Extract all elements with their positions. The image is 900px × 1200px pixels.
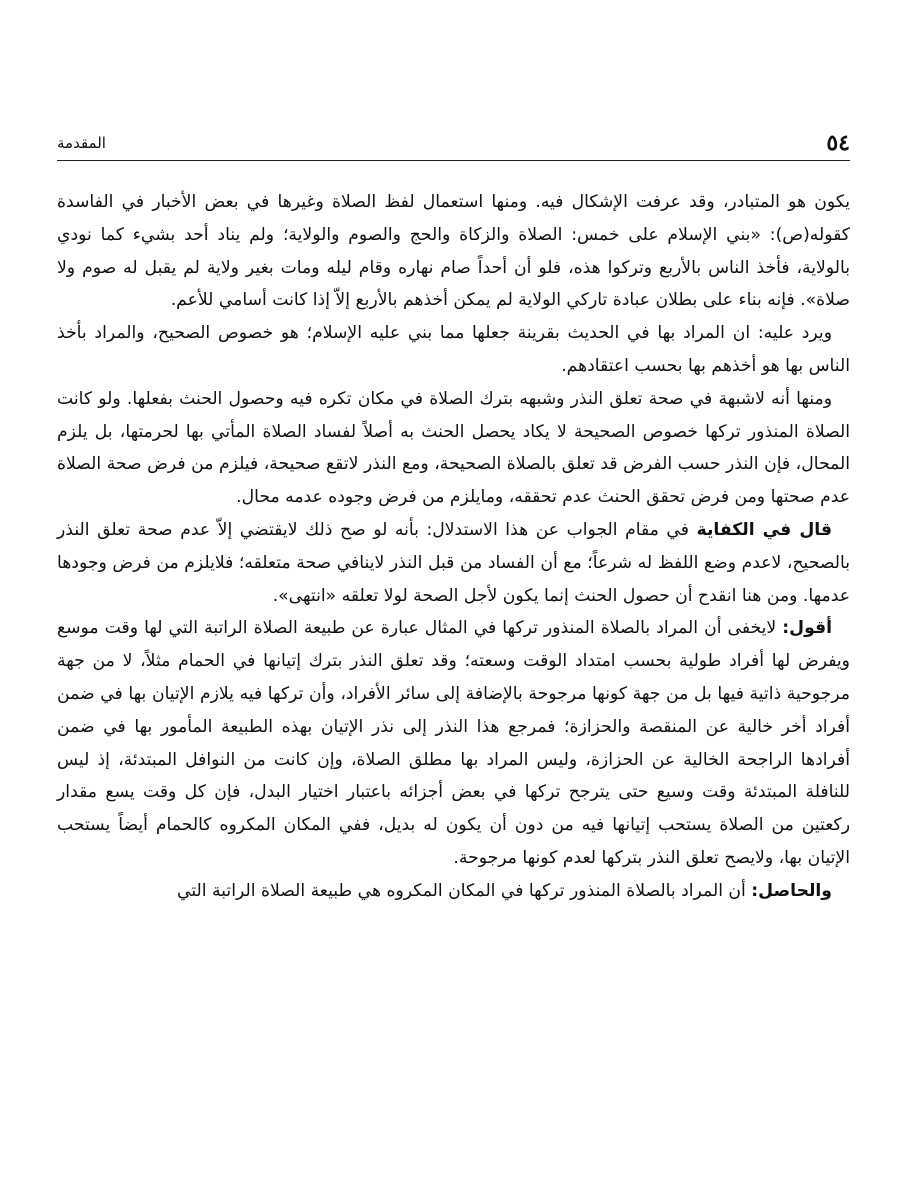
paragraph-text: في مقام الجواب عن هذا الاستدلال: بأنه لو صح ذلك لايقتضي إلاّ عدم صحة تعلق النذر بالصحيح، لاعدم وضع اللفظ له شرعاً؛ مع أن الفساد من قبل النذر لاينافي صحة متعلقه؛ فلايلزم من فرض وجودها عدمها. ومن هنا انقدح أن حصول الحنث إنما يكون لأجل الصحة لولا تعلقه «انتهى». [57, 519, 850, 606]
page-header [57, 128, 850, 158]
page-number: ٥٤ [826, 130, 850, 156]
paragraph [57, 612, 850, 874]
paragraph: ويرد عليه: ان المراد بها في الحديث بقرينة جعلها مما بني عليه الإسلام؛ هو خصوص الصحيح، والمراد بأخذ الناس بها هو أخذهم بها بحسب اعتقادهم. [57, 323, 850, 376]
page-body [57, 186, 850, 908]
paragraph: يكون هو المتبادر، وقد عرفت الإشكال فيه. ومنها استعمال لفظ الصلاة وغيرها في بعض الأخبار في الفاسدة كقوله(ص): «بني الإسلام على خمس: الصلاة والزكاة والحج والصوم والولاية؛ ولم يناد أحد بشيء كما نودي بالولاية، فأخذ الناس بالأربع وتركوا هذه، فلو أن أحداً صام نهاره وقام ليله ومات بغير ولاية لم يقبل له صوم ولا صلاة». فإنه بناء على بطلان عبادة تاركي الولاية لم يمكن أخذهم بالأربع إلاّ إذا كانت أسامي للأعم. [57, 192, 850, 311]
paragraph-lead: قال في الكفاية [696, 519, 833, 540]
paragraph [57, 514, 850, 612]
paragraph [57, 875, 850, 908]
paragraph-text: أن المراد بالصلاة المنذور تركها في المكان المكروه هي طبيعة الصلاة الراتبة التي [177, 880, 752, 901]
running-title: المقدمة [57, 134, 106, 152]
paragraph-lead: أقول: [782, 618, 832, 639]
paragraph: ومنها أنه لاشبهة في صحة تعلق النذر وشبهه بترك الصلاة في مكان تكره فيه وحصول الحنث بفعلها. ولو كانت الصلاة المنذور تركها خصوص الصحيحة لا يكاد يحصل الحنث به أصلاً لفساد الصلاة المأتي بها لحرمتها، بل يلزم المحال، فإن النذر حسب الفرض قد تعلق بالصلاة الصحيحة، ومع النذر لاتقع صحيحة، فيلزم من فرض صحة الصلاة عدم صحتها ومن فرض تحقق الحنث عدم تحققه، ومايلزم من فرض وجوده عدمه محال. [57, 388, 850, 508]
paragraph-lead: والحاصل: [751, 880, 832, 901]
header-rule [57, 160, 850, 161]
paragraph-text: لايخفى أن المراد بالصلاة المنذور تركها في المثال عبارة عن طبيعة الصلاة الراتبة التي لها وقت موسع ويفرض لها أفراد طولية بحسب امتداد الوقت وسعته؛ وقد تعلق النذر بترك إتيانها في الحمام مثلاً، لا من جهة مرجوحية ذاتية فيها بل من جهة كونها مرجوحة بالإضافة إلى سائر الأفراد، وأن تركها فيه يلازم الإتيان بها في ضمن أفراد أخر خالية عن المنقصة والحزازة؛ فمرجع هذا النذر إلى نذر الإتيان بهذه الطبيعة المأمور بها في ضمن أفرادها الراجحة الخالية عن الحزازة، وليس المراد بها مطلق الصلاة، وإن كانت من النوافل المبتدئة، إذ ليس للنافلة المبتدئة وقت وسيع حتى يترجح تركها في بعض أجزائه باعتبار اختيار البدل، فإن كل وقت يسع مقدار ركعتين من الصلاة يستحب إتيانها فيه من دون أن يكون له بديل، ففي المكان المكروه كالحمام أيضاً يستحب الإتيان بها، ولايصح تعلق النذر بتركها لعدم كونها مرجوحة. [57, 618, 850, 868]
